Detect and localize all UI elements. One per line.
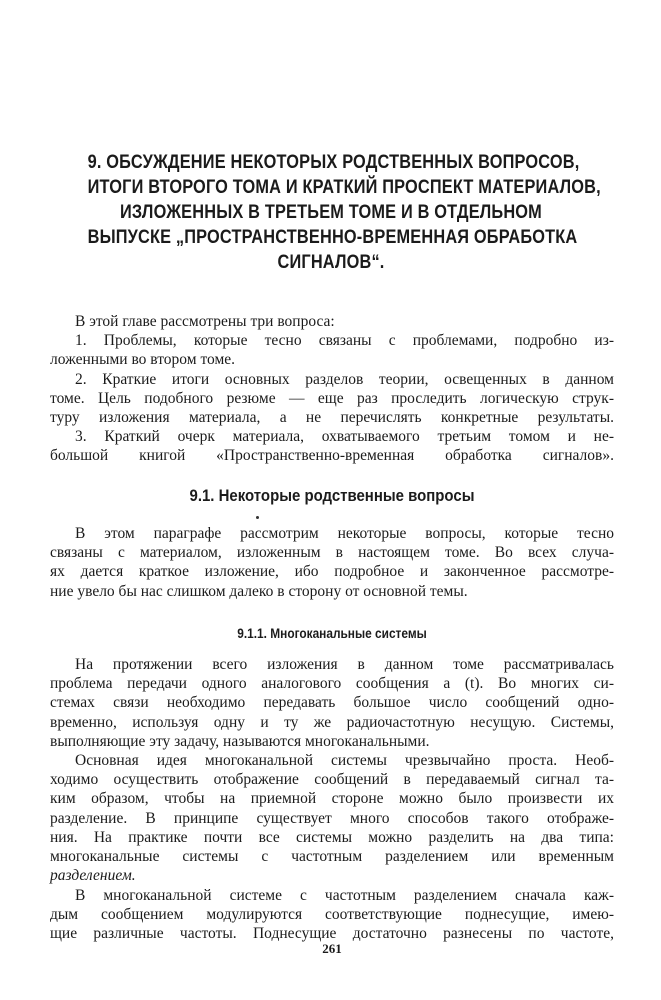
print-speck: [256, 516, 259, 519]
text-line: томе. Цель подобного резюме — еще раз проследить логическую струк-: [50, 389, 614, 407]
chapter-title-line: 9. ОБСУЖДЕНИЕ НЕКОТОРЫХ РОДСТВЕННЫХ ВОПРОСОВ,: [87, 152, 580, 173]
text-line: выполняющие эту задачу, называются многоканальными.: [50, 732, 430, 750]
text-line: связаны с материалом, изложенным в настоящем томе. Во всех случа-: [50, 544, 614, 562]
intro-paragraph: [50, 312, 614, 466]
text-line: 1. Проблемы, которые тесно связаны с проблемами, подробно из-: [75, 332, 614, 350]
text-line: разделение. В принципе существует много способов такого отображе-: [50, 809, 614, 827]
subsection-paragraph-2: [50, 751, 614, 885]
text-line: дым сообщением модулируются соответствующие поднесущие, имею-: [50, 906, 614, 924]
text-line: туру изложения материала, а не перечислять конкретные результаты.: [50, 409, 614, 427]
subsection-paragraph-1: [50, 655, 614, 751]
chapter-title-line: ИТОГИ ВТОРОГО ТОМА И КРАТКИЙ ПРОСПЕКТ МАТЕРИАЛОВ,: [87, 177, 601, 198]
text-line: В многоканальной системе с частотным разделением сначала каж-: [75, 887, 614, 904]
chapter-title: [87, 150, 601, 275]
text-line-italic: многоканальные системы с частотным разделением или временным: [50, 848, 614, 866]
text-line: 2. Краткие итоги основных разделов теории, освещенных в данном: [75, 370, 614, 388]
text-line: 3. Краткий очерк материала, охватываемого третьим томом и не-: [75, 428, 614, 446]
text-line: ях дается краткое изложение, ибо подробное и законченное рассмотре-: [50, 563, 614, 581]
text-line: временно, используя одну и ту же радиочастотную несущую. Системы,: [50, 713, 614, 731]
text-line: ким образом, чтобы на приемной стороне можно было произвести их: [50, 790, 614, 808]
chapter-title-line: СИГНАЛОВ“.: [277, 252, 385, 273]
chapter-title-line: ИЗЛОЖЕННЫХ В ТРЕТЬЕМ ТОМЕ И В ОТДЕЛЬНОМ: [120, 202, 542, 223]
text-line: ние увело бы нас слишком далеко в сторону от основной темы.: [50, 582, 468, 600]
text-line: В этом параграфе рассмотрим некоторые вопросы, которые тесно: [75, 525, 614, 542]
text-line: стемах связи необходимо передавать большое число сообщений одно-: [50, 694, 614, 712]
page-number: 261: [322, 941, 342, 956]
text-line: ходимо осуществить отображение сообщений в передаваемый сигнал та-: [50, 771, 614, 789]
chapter-title-line: ВЫПУСКЕ „ПРОСТРАНСТВЕННО-ВРЕМЕННАЯ ОБРАБОТКА: [87, 227, 578, 248]
text-line: На протяжении всего изложения в данном томе рассматривалась: [75, 656, 614, 673]
text-line: В этой главе рассмотрены три вопроса:: [75, 313, 335, 330]
section-9-1-paragraph: [50, 524, 614, 601]
text-line: большой книгой «Пространственно-временная обработка сигналов».: [50, 447, 614, 465]
text-line: щие различные частоты. Поднесущие достаточно разнесены по частоте,: [50, 925, 614, 943]
text-line: ния. На практике почти все системы можно разделить на два типа:: [50, 828, 614, 846]
section-heading: 9.1. Некоторые родственные вопросы: [189, 486, 475, 505]
text-line: Основная идея многоканальной системы чрезвычайно проста. Необ-: [75, 752, 614, 769]
text-line: ложенными во втором томе.: [50, 351, 236, 369]
subsection-heading: 9.1.1. Многоканальные системы: [237, 626, 427, 641]
text-line: проблема передачи одного аналогового сообщения a (t). Во многих си-: [50, 675, 614, 693]
text-line-italic: разделением.: [50, 867, 136, 885]
subsection-paragraph-3: [50, 886, 614, 944]
